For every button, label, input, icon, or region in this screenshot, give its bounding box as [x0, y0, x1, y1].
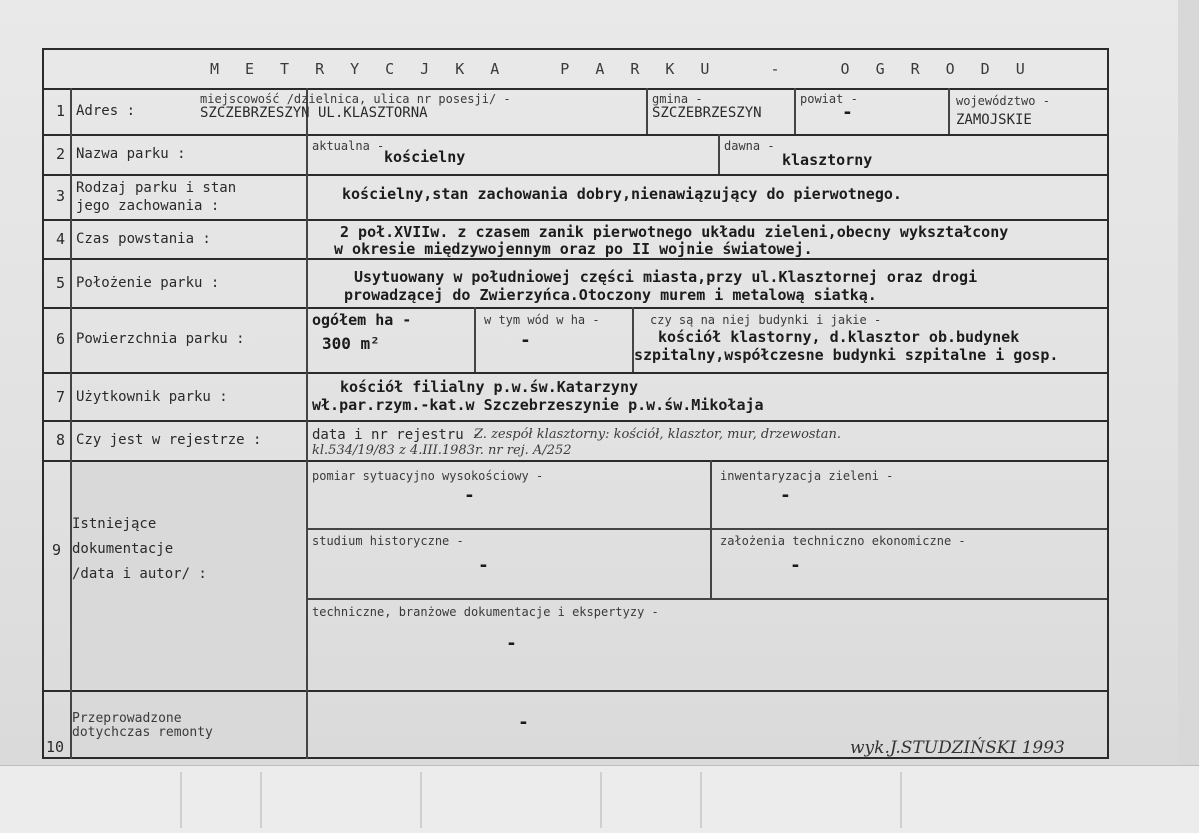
buildings-value-1: kościół klastorny, d.klasztor ob.budynek [658, 328, 1020, 346]
documentation-label-1: Istniejące [72, 516, 157, 532]
technical-economic-caption: założenia techniczno ekonomiczne - [720, 534, 966, 548]
user-value-2: wł.par.rzym.-kat.w Szczebrzeszynie p.w.św.Mikołaja [312, 396, 764, 414]
row-number: 2 [56, 145, 66, 163]
creation-time-label: Czas powstania : [76, 231, 211, 247]
current-name-caption: aktualna - [312, 139, 385, 153]
registry-handwritten-2: kl.534/19/83 z 4.III.1983r. nr rej. A/252 [312, 443, 572, 458]
total-area-caption: ogółem ha - [312, 311, 412, 329]
gmina-value: SZCZEBRZESZYN [652, 105, 762, 121]
former-name-value: klasztorny [782, 151, 873, 169]
survey-caption: pomiar sytuacyjno wysokościowy - [312, 469, 544, 483]
buildings-value-2: szpitalny,współczesne budynki szpitalne i gosp. [634, 346, 1059, 364]
user-value-1: kościół filialny p.w.św.Katarzyny [340, 378, 639, 396]
row-number: 9 [52, 541, 62, 559]
powiat-caption: powiat - [800, 92, 858, 106]
voivodeship-value: ZAMOJSKIE [956, 112, 1032, 128]
row-number: 3 [56, 187, 66, 205]
renovations-label-1: Przeprowadzone [72, 711, 182, 726]
registry-caption: data i nr rejestru - [312, 427, 481, 443]
address-label: Adres : [76, 103, 136, 119]
renovations-label-2: dotychczas remonty [72, 725, 213, 740]
voivodeship-caption: województwo - [956, 94, 1050, 108]
historical-study-caption: studium historyczne - [312, 534, 464, 548]
park-type-label-2: jego zachowania : [76, 198, 220, 214]
buildings-caption: czy są na niej budynki i jakie - [650, 313, 882, 327]
documentation-label-3: /data i autor/ : [72, 566, 207, 582]
current-name-value: kościelny [384, 148, 466, 166]
creation-time-value-1: 2 poł.XVIIw. z czasem zanik pierwotnego układu zieleni,obecny wykształcony [340, 223, 1009, 241]
former-name-caption: dawna - [724, 139, 775, 153]
gmina-caption: gmina - [652, 92, 703, 106]
row-number: 10 [46, 738, 65, 756]
powiat-value: - [842, 102, 853, 123]
registry-label: Czy jest w rejestrze : [76, 432, 262, 448]
documentation-label-2: dokumentacje [72, 541, 174, 557]
row-number: 6 [56, 330, 66, 348]
creation-time-value-2: w okresie międzywojennym oraz po II wojnie światowej. [334, 240, 813, 258]
park-type-label-1: Rodzaj parku i stan [76, 180, 237, 196]
water-caption: w tym wód w ha - [484, 313, 600, 327]
row-number: 5 [56, 274, 66, 292]
location-caption: miejscowość /dzielnica, ulica nr posesji/ - [200, 92, 511, 106]
row-number: 7 [56, 388, 66, 406]
row-number: 4 [56, 230, 66, 248]
technical-docs-value: - [506, 633, 517, 654]
total-area-value: 300 m² [322, 334, 380, 353]
survey-value: - [464, 485, 475, 506]
historical-study-value: - [478, 555, 489, 576]
underlying-page [0, 765, 1199, 833]
park-type-value: kościelny,stan zachowania dobry,nienawiązujący do pierwotnego. [342, 185, 902, 203]
area-label: Powierzchnia parku : [76, 331, 245, 347]
park-name-label: Nazwa parku : [76, 146, 186, 162]
greenery-inventory-caption: inwentaryzacja zieleni - [720, 469, 894, 483]
location-label: Położenie parku : [76, 275, 220, 291]
water-value: - [520, 330, 531, 351]
author-signature: wyk.J.STUDZIŃSKI 1993 [850, 738, 1065, 758]
park-location-value-1: Usytuowany w południowej części miasta,przy ul.Klasztornej oraz drogi [354, 268, 978, 286]
location-value: SZCZEBRZESZYN UL.KLASZTORNA [200, 105, 428, 121]
technical-docs-caption: techniczne, branżowe dokumentacje i ekspertyzy - [312, 605, 659, 619]
technical-economic-value: - [790, 555, 801, 576]
renovations-value: - [518, 712, 529, 733]
form-title: METRYCJKA PARKU - OGRODU [210, 60, 1051, 78]
row-number: 1 [56, 102, 66, 120]
registry-handwritten-1: Z. zespół klasztorny: kościół, klasztor, mur, drzewostan. [474, 427, 842, 442]
user-label: Użytkownik parku : [76, 389, 228, 405]
greenery-inventory-value: - [780, 485, 791, 506]
park-location-value-2: prowadzącej do Zwierzyńca.Otoczony murem i metalową siatką. [344, 286, 877, 304]
row-number: 8 [56, 431, 66, 449]
